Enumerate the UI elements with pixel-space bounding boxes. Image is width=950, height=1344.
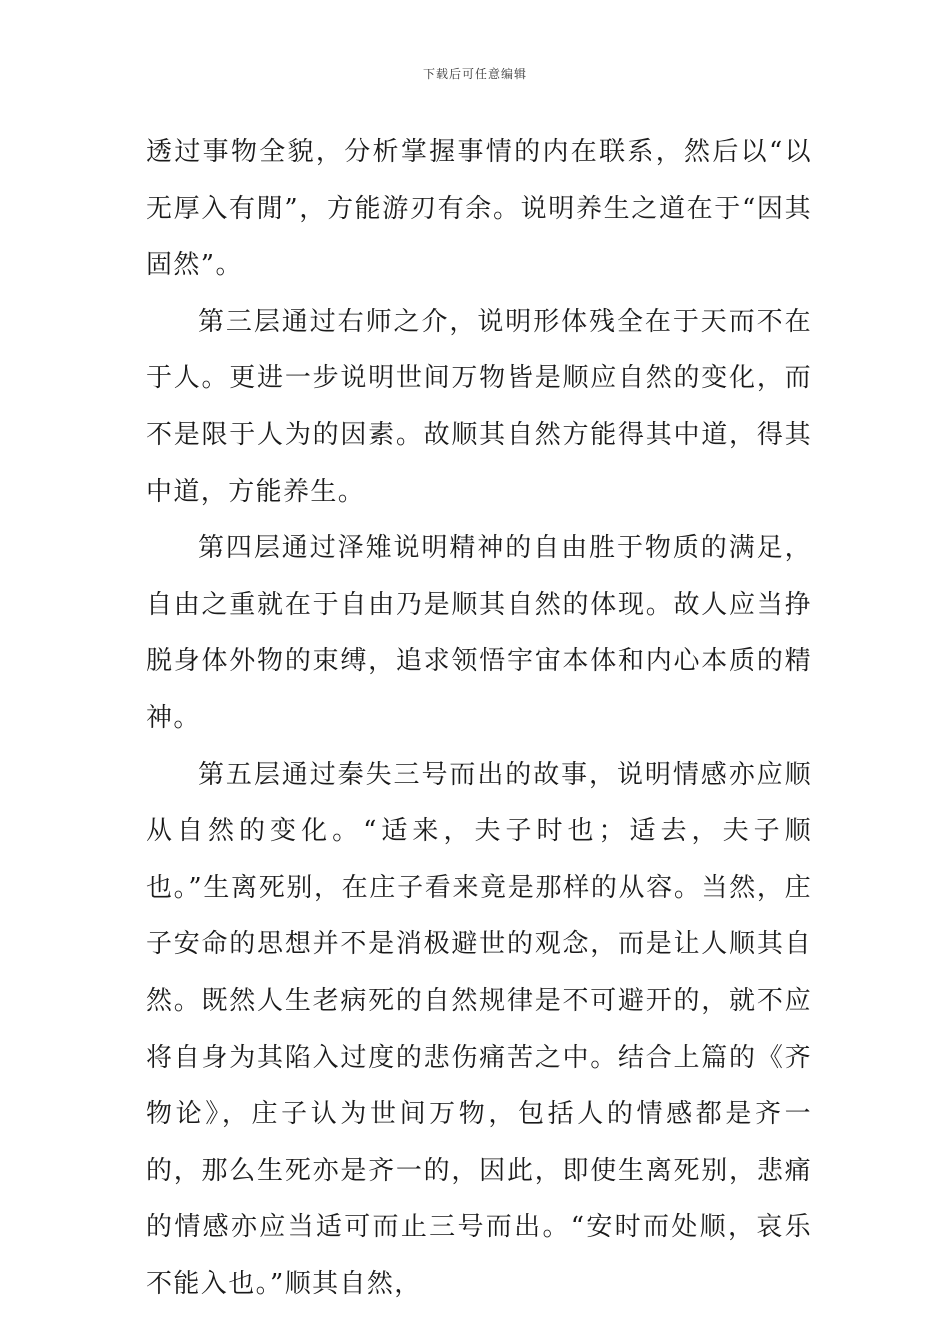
paragraph-2: 第三层通过右师之介，说明形体残全在于天而不在于人。更进一步说明世间万物皆是顺应自然的变化，而不是限于人为的因素。故顺其自然方能得其中道，得其中道，方能养生。 (146, 306, 812, 507)
page-header: 下载后可任意编辑 (422, 67, 527, 81)
paragraph-4: 第五层通过秦失三号而出的故事，说明情感亦应顺从自然的变化。“适来，夫子时也；适去，夫子顺也。”生离死别，在庄子看来竟是那样的从容。当然，庄子安命的思想并不是消极避世的观念，而是让人顺其自然。既然人生老病死的自然规律是不可避开的，就不应将自身为其陷入过度的悲伤痛苦之中。结合上篇的《齐物论》，庄子认为世间万物，包括人的情感都是齐一的，那么生死亦是齐一的，因此，即使生离死别，悲痛的情感亦应当适可而止三号而出。“安时而处顺，哀乐不能入也。”顺其自然， (146, 759, 812, 1299)
paragraph-1: 透过事物全貌，分析掌握事情的内在联系，然后以“以无厚入有閒”，方能游刃有余。说明养生之道在于“因其固然”。 (146, 137, 812, 281)
document-body (146, 124, 812, 1312)
paragraph-3: 第四层通过泽雉说明精神的自由胜于物质的满足，自由之重就在于自由乃是顺其自然的体现。故人应当挣脱身体外物的束缚，追求领悟宇宙本体和内心本质的精神。 (146, 533, 812, 733)
